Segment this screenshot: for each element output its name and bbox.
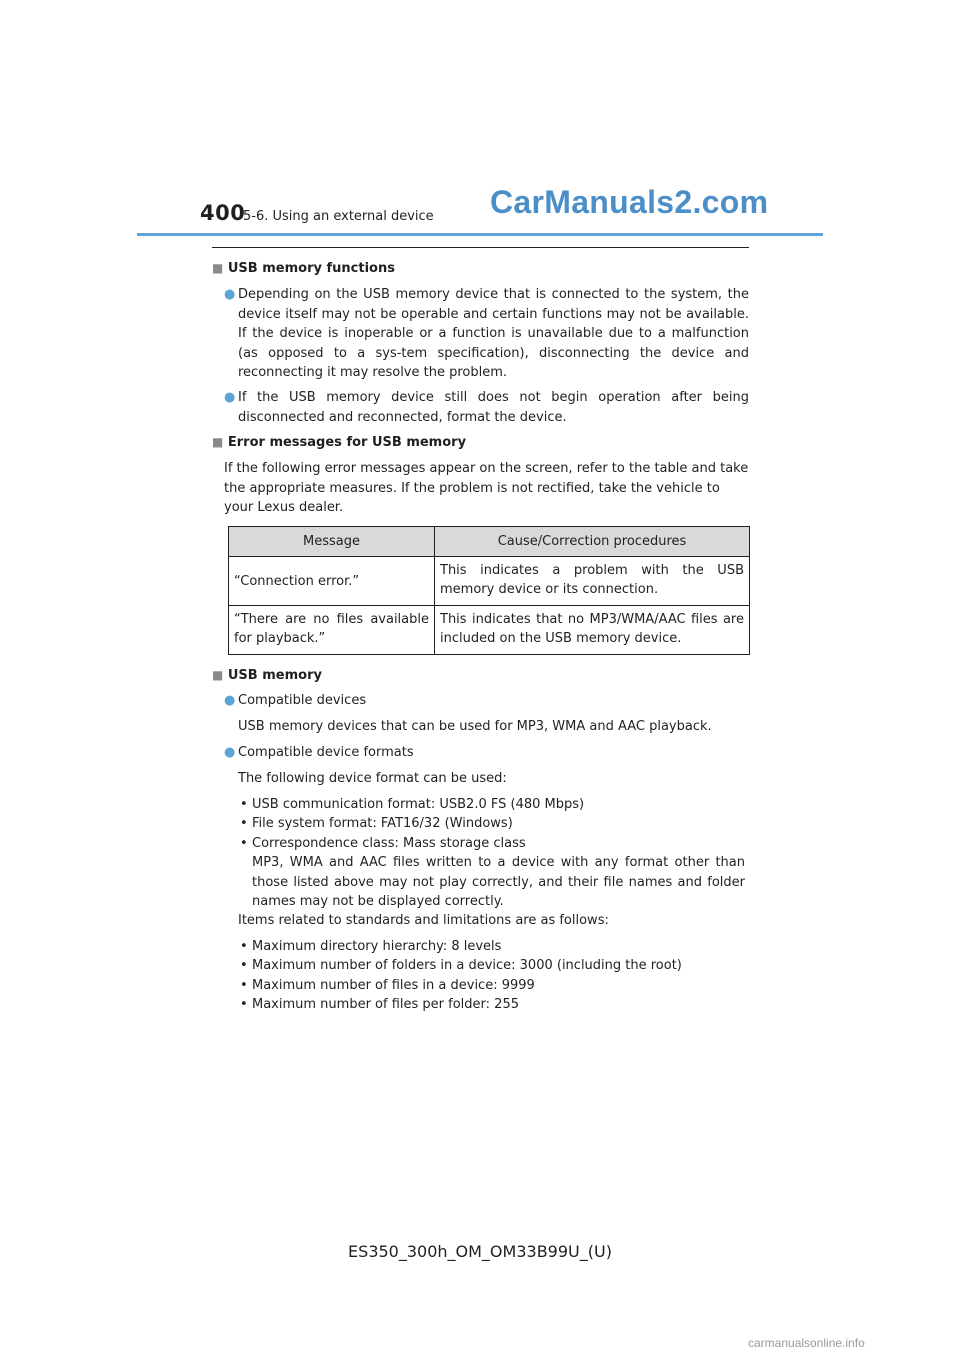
section-title: 5-6. Using an external device [243, 209, 434, 224]
list-item: Maximum directory hierarchy: 8 levels [252, 939, 502, 954]
table-cell: This indicates a problem with the USB memory device or its connection. [435, 557, 750, 606]
usb-functions-heading [212, 259, 395, 279]
square-bullet-icon: ■ [212, 261, 224, 275]
table-header-cell: Cause/Correction procedures [435, 527, 750, 557]
table-header-row [229, 527, 750, 557]
bullet-icon: ● [224, 390, 236, 405]
square-bullet-icon: ■ [212, 435, 224, 449]
list-bullet: • [240, 836, 248, 851]
header-rule [137, 233, 823, 236]
error-messages-heading [212, 433, 466, 453]
list-item: USB communication format: USB2.0 FS (480 Mbps) [252, 797, 585, 812]
usb-functions-bullet-1: Depending on the USB memory device that is connected to the system, the device itself may not be operable and certain functions may not be available. If the device is inoperable or a function is unavailable due to a malfunction (as opposed to a sys-tem specification), disconnecting the device and reconnecting it may resolve the problem. [238, 287, 749, 380]
heading-text: USB memory functions [227, 261, 395, 276]
bullet-icon: ● [224, 745, 236, 760]
list-item: File system format: FAT16/32 (Windows) [252, 816, 513, 831]
table-header-cell: Message [229, 527, 435, 557]
list-bullet: • [240, 939, 248, 954]
usb-memory-heading [212, 666, 322, 686]
table-cell: “Connection error.” [229, 557, 435, 606]
device-formats-intro: The following device format can be used: [238, 771, 507, 786]
list-bullet: • [240, 978, 248, 993]
content-divider [212, 247, 749, 248]
table-cell: “There are no files available for playback.” [229, 606, 435, 655]
bullet-icon: ● [224, 693, 236, 708]
list-item: Maximum number of files per folder: 255 [252, 997, 519, 1012]
list-item: Maximum number of folders in a device: 3000 (including the root) [252, 958, 682, 973]
list-item: Correspondence class: Mass storage class [252, 836, 526, 851]
format-note: MP3, WMA and AAC files written to a device with any format other than those listed above may not play correctly, and their file names and folder names may not be displayed correctly. [252, 855, 745, 909]
usb-functions-bullet-2: If the USB memory device still does not begin operation after being disconnected and reconnected, format the device. [238, 390, 749, 425]
compatible-devices-label: Compatible devices [238, 693, 367, 708]
limits-intro: Items related to standards and limitations are as follows: [238, 913, 609, 928]
list-bullet: • [240, 797, 248, 812]
square-bullet-icon: ■ [212, 668, 224, 682]
list-bullet: • [240, 997, 248, 1012]
table-row [229, 557, 750, 606]
footer-code: ES350_300h_OM_OM33B99U_(U) [348, 1242, 612, 1261]
footer-watermark[interactable]: carmanualsonline.info [748, 1336, 865, 1350]
compatible-devices-text: USB memory devices that can be used for MP3, WMA and AAC playback. [238, 719, 712, 734]
bullet-icon: ● [224, 287, 236, 302]
error-table [228, 526, 750, 655]
table-cell: This indicates that no MP3/WMA/AAC files are included on the USB memory device. [435, 606, 750, 655]
list-bullet: • [240, 958, 248, 973]
table-row [229, 606, 750, 655]
list-item: Maximum number of files in a device: 9999 [252, 978, 535, 993]
list-bullet: • [240, 816, 248, 831]
heading-text: Error messages for USB memory [227, 435, 467, 450]
error-messages-intro: If the following error messages appear on the screen, refer to the table and take the appropriate measures. If the problem is not rectified, take the vehicle to your Lexus dealer. [224, 461, 749, 515]
page-number: 400 [200, 201, 246, 225]
watermark-logo[interactable]: CarManuals2.com [490, 184, 769, 220]
device-formats-label: Compatible device formats [238, 745, 414, 760]
heading-text: USB memory [227, 668, 322, 683]
